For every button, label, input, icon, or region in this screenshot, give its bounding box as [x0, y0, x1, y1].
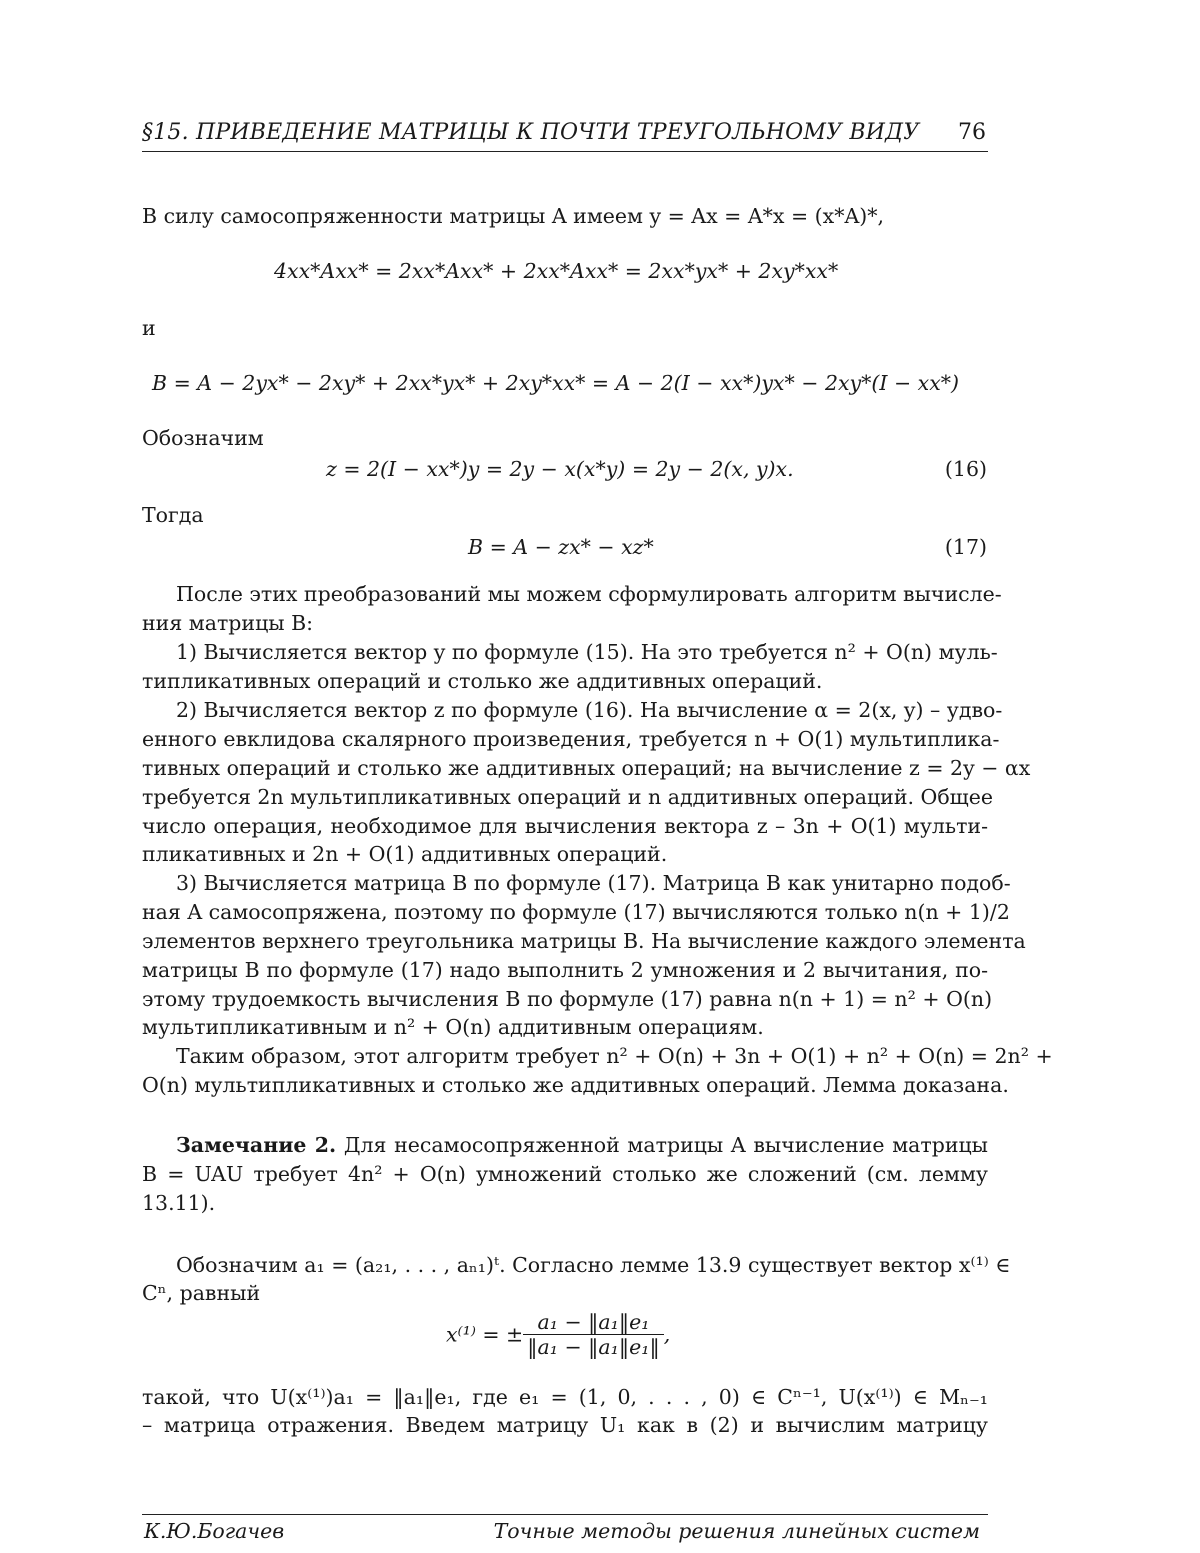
remark-line — [142, 1133, 988, 1157]
remark-line: 13.11). — [142, 1191, 216, 1215]
para-6-line: Cⁿ, равный — [142, 1281, 261, 1305]
para-3-line: тивных операций и столько же аддитивных операций; на вычисление z = 2y − αx — [142, 756, 1031, 780]
para-6-line: Обозначим a₁ = (a₂₁, . . . , aₙ₁)ᵗ. Согласно лемме 13.9 существует вектор x⁽¹⁾ ∈ — [176, 1253, 1011, 1277]
and-word: и — [142, 316, 156, 340]
para-4-line: 3) Вычисляется матрица B по формуле (17). Матрица B как унитарно подоб- — [176, 871, 1011, 895]
header-title: §15. ПРИВЕДЕНИЕ МАТРИЦЫ К ПОЧТИ ТРЕУГОЛЬНОМУ ВИДУ — [142, 120, 920, 145]
equation-16-number: (16) — [944, 457, 987, 481]
equation-2: B = A − 2yx* − 2xy* + 2xx*yx* + 2xy*xx* = A − 2(I − xx*)yx* − 2xy*(I − xx*) — [152, 371, 960, 395]
para-3-line: требуется 2n мультипликативных операций и n аддитивных операций. Общее — [142, 785, 993, 809]
fraction-denominator: ‖a₁ − ‖a₁‖e₁‖ — [527, 1335, 660, 1359]
reflection-vector-equation — [446, 1310, 670, 1359]
para-4-line: ная A самосопряжена, поэтому по формуле (17) вычисляются только n(n + 1)/2 — [142, 900, 1010, 924]
para-2-line: 1) Вычисляется вектор y по формуле (15). На это требуется n² + O(n) муль- — [176, 640, 998, 664]
para-4-line: этому трудоемкость вычисления B по формуле (17) равна n(n + 1) = n² + O(n) — [142, 987, 993, 1011]
equation-17: B = A − zx* − xz* — [468, 535, 654, 559]
denote-word: Обозначим — [142, 426, 264, 450]
fraction — [523, 1310, 663, 1359]
para-3-line: пликативных и 2n + O(1) аддитивных операций. — [142, 842, 668, 866]
para-4-line: матрицы B по формуле (17) надо выполнить 2 умножения и 2 вычитания, по- — [142, 958, 988, 982]
para-4-line: мультипликативным и n² + O(n) аддитивным операциям. — [142, 1015, 764, 1039]
footer-author: К.Ю.Богачев — [144, 1519, 285, 1543]
para-5-line: O(n) мультипликативных и столько же аддитивных операций. Лемма доказана. — [142, 1073, 1009, 1097]
remark-line: B = UAU требует 4n² + O(n) умножений столько же сложений (см. лемму — [142, 1162, 988, 1186]
para-4-line: элементов верхнего треугольника матрицы B. На вычисление каждого элемента — [142, 929, 1026, 953]
running-footer — [142, 1514, 988, 1543]
fraction-numerator: a₁ − ‖a₁‖e₁ — [523, 1310, 663, 1335]
para-1-line: ния матрицы B: — [142, 611, 314, 635]
remark-text: Для несамосопряженной матрицы A вычисление матрицы — [343, 1133, 988, 1157]
then-word: Тогда — [142, 503, 204, 527]
para-3-line: 2) Вычисляется вектор z по формуле (16). На вычисление α = 2(x, y) – удво- — [176, 698, 1003, 722]
equation-17-number: (17) — [944, 535, 987, 559]
para-7-line: такой, что U(x⁽¹⁾)a₁ = ‖a₁‖e₁, где e₁ = (1, 0, . . . , 0) ∈ Cⁿ⁻¹, U(x⁽¹⁾) ∈ Mₙ₋₁ — [142, 1385, 988, 1409]
para-3-line: енного евклидова скалярного произведения, требуется n + O(1) мультиплика- — [142, 727, 1000, 751]
footer-book-title: Точные методы решения линейных систем — [493, 1519, 980, 1543]
page-number: 76 — [958, 120, 986, 145]
running-header — [142, 118, 988, 152]
remark-label: Замечание 2. — [176, 1133, 337, 1157]
para-1-line: После этих преобразований мы можем сформулировать алгоритм вычисле- — [176, 582, 1002, 606]
para-3-line: число операция, необходимое для вычисления вектора z – 3n + O(1) мульти- — [142, 814, 988, 838]
para-5-line: Таким образом, этот алгоритм требует n² + O(n) + 3n + O(1) + n² + O(n) = 2n² + — [176, 1044, 1053, 1068]
fraction-lhs: x⁽¹⁾ = ± — [446, 1322, 524, 1347]
para-7-line: – матрица отражения. Введем матрицу U₁ как в (2) и вычислим матрицу — [142, 1413, 988, 1437]
equation-1: 4xx*Axx* = 2xx*Axx* + 2xx*Axx* = 2xx*yx* + 2xy*xx* — [274, 259, 839, 283]
para-2-line: типликативных операций и столько же аддитивных операций. — [142, 669, 823, 693]
equation-16: z = 2(I − xx*)y = 2y − x(x*y) = 2y − 2(x, y)x. — [326, 457, 794, 481]
fraction-tail: , — [663, 1322, 671, 1347]
intro-line: В силу самосопряженности матрицы A имеем y = Ax = A*x = (x*A)*, — [142, 204, 885, 228]
